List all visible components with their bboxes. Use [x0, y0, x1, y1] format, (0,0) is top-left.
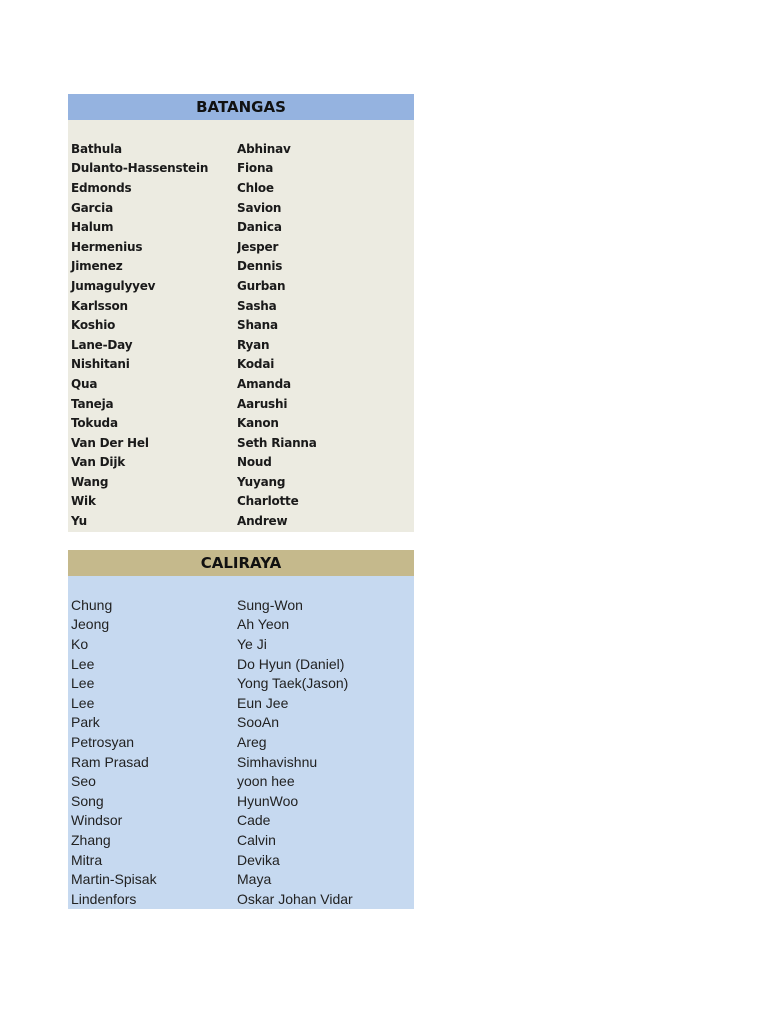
- first-name-cell: Cade: [237, 812, 271, 829]
- last-name-cell: Zhang: [71, 831, 111, 848]
- first-name-cell: Charlotte: [237, 494, 299, 509]
- first-name-cell: Oskar Johan Vidar: [237, 890, 353, 907]
- first-name-cell: Ah Yeon: [237, 616, 290, 633]
- table-row: [68, 335, 414, 355]
- section-title: CALIRAYA: [68, 550, 414, 576]
- first-name-cell: Kanon: [237, 416, 279, 431]
- last-name-cell: Taneja: [71, 396, 114, 411]
- last-name-cell: Jimenez: [71, 259, 123, 274]
- last-name-cell: Park: [71, 714, 100, 731]
- first-name-cell: Sung-Won: [237, 596, 303, 613]
- last-name-cell: Yu: [71, 514, 87, 529]
- first-name-cell: Kodai: [237, 357, 275, 372]
- roster-table: [68, 120, 414, 532]
- caliraya-section: [68, 550, 414, 909]
- last-name-cell: Jeong: [71, 616, 110, 633]
- table-row: [68, 869, 414, 889]
- last-name-cell: Chung: [71, 596, 113, 613]
- last-name-cell: Lee: [71, 655, 95, 672]
- table-row: [68, 296, 414, 316]
- table-row: [68, 615, 414, 635]
- table-row: [68, 791, 414, 811]
- first-name-cell: Chloe: [237, 180, 274, 195]
- first-name-cell: Do Hyun (Daniel): [237, 655, 345, 672]
- table-row: [68, 472, 414, 492]
- table-row: [68, 830, 414, 850]
- last-name-cell: Wang: [71, 474, 109, 489]
- table-row: [68, 654, 414, 674]
- table-row: [68, 634, 414, 654]
- table-row: [68, 355, 414, 375]
- first-name-cell: Savion: [237, 200, 282, 215]
- table-row: [68, 693, 414, 713]
- first-name-cell: Eun Jee: [237, 694, 289, 711]
- first-name-cell: Danica: [237, 220, 282, 235]
- batangas-section: [68, 94, 414, 532]
- last-name-cell: Lane-Day: [71, 337, 133, 352]
- section-title: BATANGAS: [68, 94, 414, 120]
- last-name-cell: Garcia: [71, 200, 113, 215]
- first-name-cell: Jesper: [237, 239, 279, 254]
- table-row: [68, 374, 414, 394]
- first-name-cell: Sasha: [237, 298, 277, 313]
- first-name-cell: SooAn: [237, 714, 280, 731]
- last-name-cell: Edmonds: [71, 180, 132, 195]
- last-name-cell: Hermenius: [71, 239, 143, 254]
- roster-table: [68, 576, 414, 909]
- table-row: [68, 453, 414, 473]
- last-name-cell: Koshio: [71, 318, 116, 333]
- first-name-cell: Shana: [237, 318, 278, 333]
- first-name-cell: Devika: [237, 851, 280, 868]
- last-name-cell: Petrosyan: [71, 733, 135, 750]
- table-row: [68, 198, 414, 218]
- first-name-cell: Fiona: [237, 161, 274, 176]
- last-name-cell: Nishitani: [71, 357, 130, 372]
- last-name-cell: Ko: [71, 635, 89, 652]
- first-name-cell: Seth Rianna: [237, 435, 317, 450]
- table-row: [68, 850, 414, 870]
- last-name-cell: Halum: [71, 220, 114, 235]
- first-name-cell: Calvin: [237, 831, 276, 848]
- table-row: [68, 732, 414, 752]
- last-name-cell: Van Der Hel: [71, 435, 149, 450]
- table-row: [68, 178, 414, 198]
- table-row: [68, 237, 414, 257]
- last-name-cell: Seo: [71, 773, 96, 790]
- table-row: [68, 673, 414, 693]
- first-name-cell: Areg: [237, 733, 267, 750]
- table-row: [68, 394, 414, 414]
- first-name-cell: Yuyang: [237, 474, 286, 489]
- last-name-cell: Lee: [71, 675, 95, 692]
- first-name-cell: Dennis: [237, 259, 283, 274]
- last-name-cell: Karlsson: [71, 298, 128, 313]
- last-name-cell: Tokuda: [71, 416, 118, 431]
- table-row: [68, 771, 414, 791]
- first-name-cell: Simhavishnu: [237, 753, 318, 770]
- last-name-cell: Lee: [71, 694, 95, 711]
- first-name-cell: Maya: [237, 871, 272, 888]
- last-name-cell: Mitra: [71, 851, 103, 868]
- last-name-cell: Windsor: [71, 812, 123, 829]
- table-row: [68, 752, 414, 772]
- first-name-cell: Amanda: [237, 376, 291, 391]
- table-row: [68, 139, 414, 159]
- table-row: [68, 315, 414, 335]
- table-row: [68, 413, 414, 433]
- table-row: [68, 511, 414, 531]
- table-row: [68, 433, 414, 453]
- table-row: [68, 713, 414, 733]
- last-name-cell: Wik: [71, 494, 96, 509]
- last-name-cell: Jumagulyyev: [71, 278, 156, 293]
- first-name-cell: Ryan: [237, 337, 270, 352]
- table-row: [68, 595, 414, 615]
- first-name-cell: Yong Taek(Jason): [237, 675, 349, 692]
- first-name-cell: Ye Ji: [237, 635, 267, 652]
- table-row: [68, 257, 414, 277]
- last-name-cell: Song: [71, 792, 104, 809]
- first-name-cell: Noud: [237, 455, 272, 470]
- first-name-cell: HyunWoo: [237, 792, 299, 809]
- table-row: [68, 889, 414, 909]
- last-name-cell: Dulanto-Hassenstein: [71, 161, 209, 176]
- table-row: [68, 217, 414, 237]
- last-name-cell: Lindenfors: [71, 890, 137, 907]
- table-row: [68, 276, 414, 296]
- table-row: [68, 811, 414, 831]
- first-name-cell: Abhinav: [237, 141, 291, 156]
- table-row: [68, 492, 414, 512]
- first-name-cell: Gurban: [237, 278, 286, 293]
- last-name-cell: Van Dijk: [71, 455, 126, 470]
- last-name-cell: Bathula: [71, 141, 122, 156]
- first-name-cell: Andrew: [237, 514, 288, 529]
- last-name-cell: Martin-Spisak: [71, 871, 157, 888]
- last-name-cell: Ram Prasad: [71, 753, 149, 770]
- last-name-cell: Qua: [71, 376, 98, 391]
- first-name-cell: yoon hee: [237, 773, 295, 790]
- first-name-cell: Aarushi: [237, 396, 288, 411]
- table-row: [68, 159, 414, 179]
